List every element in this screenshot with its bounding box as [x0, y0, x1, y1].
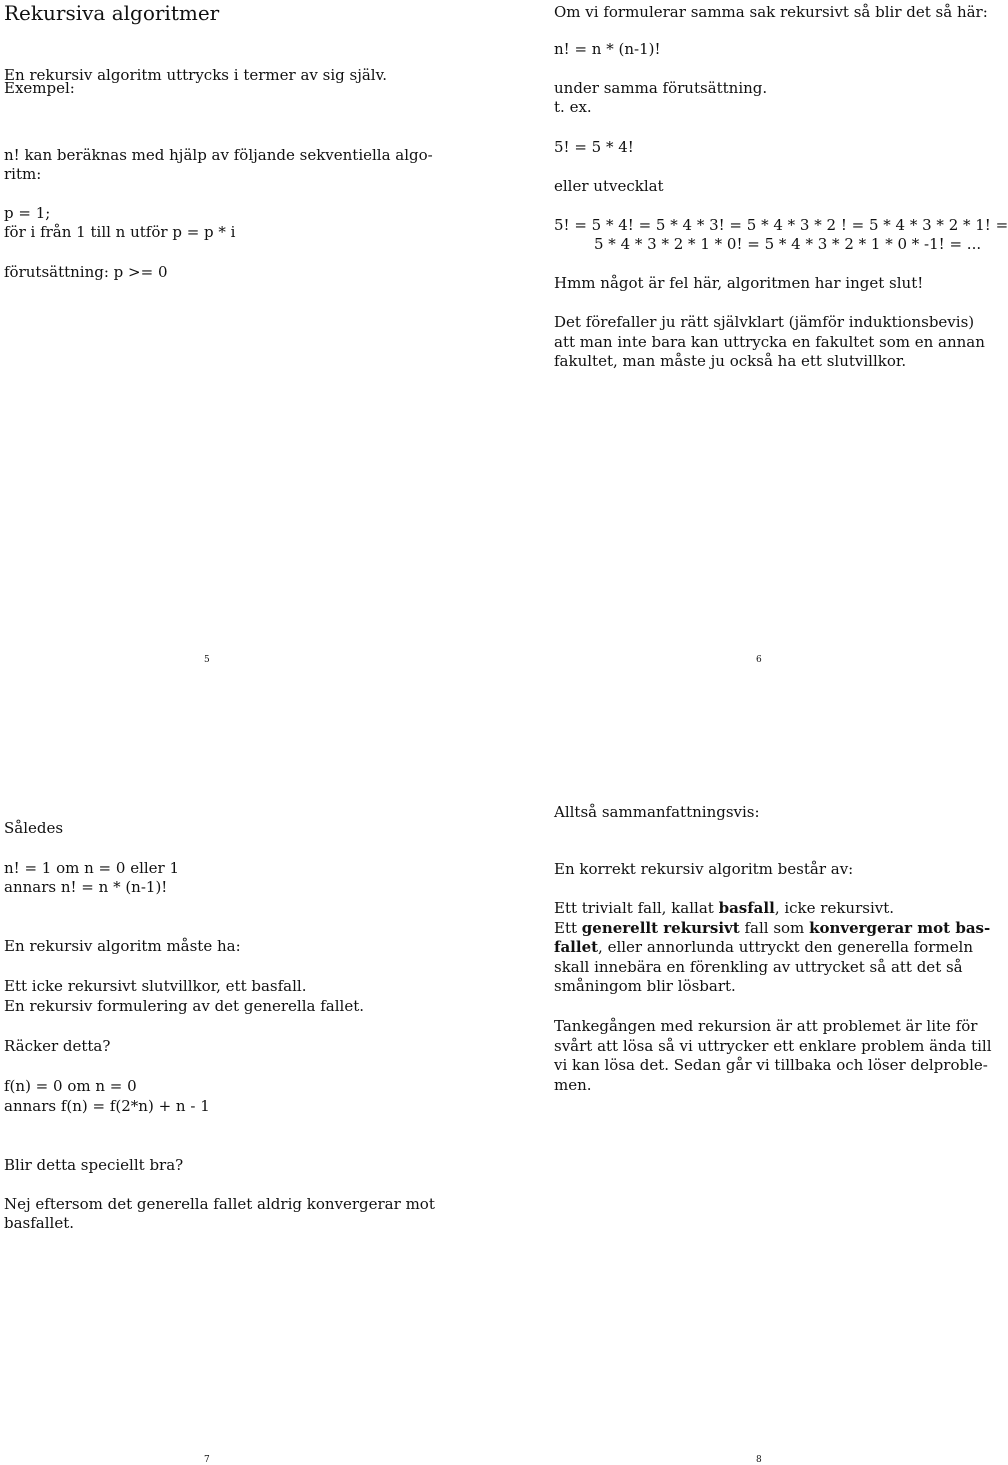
formula-line: n! = 1 om n = 0 eller 1 [4, 859, 180, 877]
bold-term: fallet [554, 938, 599, 956]
text-line: svårt att lösa så vi uttrycker ett enklare problem ända till [554, 1037, 992, 1055]
text-line: Alltså sammanfattningsvis: [554, 803, 760, 821]
text-line: småningom blir lösbart. [554, 977, 736, 995]
page-number: 7 [204, 1455, 210, 1465]
text-line: Ett generellt rekursivt fall som konvergerar mot bas- [554, 919, 991, 937]
formula-line: 5! = 5 * 4! [554, 138, 634, 156]
text-line: Det förefaller ju rätt självklart (jämför induktionsbevis) [554, 313, 975, 331]
text-line: En korrekt rekursiv algoritm består av: [554, 860, 854, 878]
page-title: Rekursiva algoritmer [4, 1, 220, 25]
text-line: att man inte bara kan uttrycka en fakultet som en annan [554, 333, 985, 351]
text-line: Om vi formulerar samma sak rekursivt så blir det så här: [554, 3, 988, 21]
text-line: n! kan beräknas med hjälp av följande sekventiella algo- [4, 146, 433, 164]
text-line: men. [554, 1076, 592, 1094]
text-line: vi kan lösa det. Sedan går vi tillbaka och löser delproble- [554, 1056, 988, 1074]
text-line: Exempel: [4, 79, 75, 97]
page-number: 8 [756, 1455, 762, 1465]
formula-line: 5 * 4 * 3 * 2 * 1 * 0! = 5 * 4 * 3 * 2 * 1 * 0 * -1! = ... [594, 235, 982, 253]
text-line: En rekursiv algoritm uttrycks i termer av sig själv. [4, 66, 388, 84]
text-line: Hmm något är fel här, algoritmen har inget slut! [554, 274, 924, 292]
formula-line: annars f(n) = f(2*n) + n - 1 [4, 1097, 210, 1115]
text-line: Blir detta speciellt bra? [4, 1156, 184, 1174]
text-line: Ett trivialt fall, kallat basfall, icke rekursivt. [554, 899, 895, 917]
page-number: 6 [756, 655, 762, 665]
text-line: skall innebära en förenkling av uttrycket så att det så [554, 958, 963, 976]
bold-term: konvergerar mot bas- [809, 919, 991, 937]
text-line: ritm: [4, 165, 42, 183]
text-line: En rekursiv algoritm måste ha: [4, 937, 241, 955]
formula-line: 5! = 5 * 4! = 5 * 4 * 3! = 5 * 4 * 3 * 2 ! = 5 * 4 * 3 * 2 * 1! = [554, 216, 1008, 234]
text-line: En rekursiv formulering av det generella fallet. [4, 997, 364, 1015]
formula-line: f(n) = 0 om n = 0 [4, 1077, 137, 1095]
text-line: under samma förutsättning. [554, 79, 768, 97]
text-line: förutsättning: p >= 0 [4, 263, 168, 281]
text-line: Således [4, 819, 64, 837]
text-line: eller utvecklat [554, 177, 664, 195]
bold-term: basfall [718, 899, 775, 917]
text-line: Räcker detta? [4, 1037, 111, 1055]
text-line: Nej eftersom det generella fallet aldrig konvergerar mot [4, 1195, 435, 1213]
code-line: för i från 1 till n utför p = p * i [4, 223, 236, 241]
text-line: basfallet. [4, 1214, 75, 1232]
text-line: Tankegången med rekursion är att problemet är lite för [554, 1017, 978, 1035]
text-line: Ett icke rekursivt slutvillkor, ett basfall. [4, 977, 307, 995]
text-line: fallet, eller annorlunda uttryckt den generella formeln [554, 938, 974, 956]
text-line: fakultet, man måste ju också ha ett slutvillkor. [554, 352, 907, 370]
page-number: 5 [204, 655, 210, 665]
bold-term: generellt rekursivt [581, 919, 740, 937]
formula-line: n! = n * (n-1)! [554, 40, 661, 58]
text-line: t. ex. [554, 98, 592, 116]
formula-line: annars n! = n * (n-1)! [4, 878, 168, 896]
code-line: p = 1; [4, 204, 51, 222]
